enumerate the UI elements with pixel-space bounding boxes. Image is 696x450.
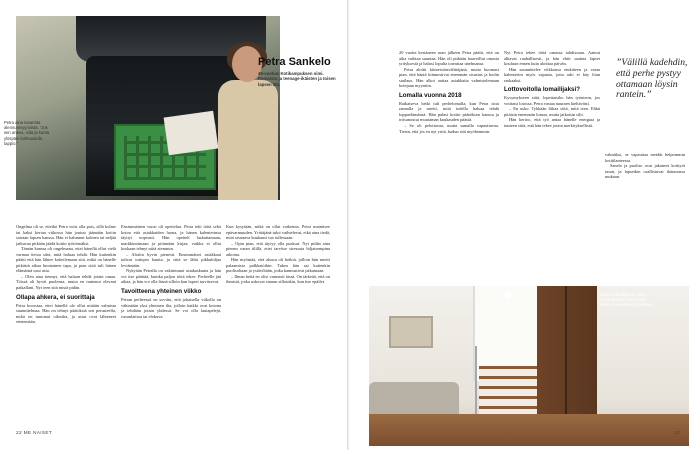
- body-paragraph: Petra korostaa, ettei hänellä ole ollut mitään valmista suunnitelmaa. Hän on tehnyt päätöksiä sen perusteella, mikä on tuntunut oikealta, ja asiat ovat lähteneet etenemään.: [16, 302, 116, 325]
- profile-name: Petra Sankelo: [258, 56, 331, 68]
- left-column-1: [16, 224, 116, 325]
- body-paragraph: Petra aloitti kiinteistönvälittäjänä, mutta huomasi pian, että häntä kiinnostivat enemmän sisustus ja kodin stailaus. Hän alkoi auttaa asiakkaita valmistelemaan kotejaan myyntiin.: [399, 66, 499, 89]
- wall-art: [389, 316, 433, 348]
- left-column-2: [121, 224, 221, 319]
- ceiling-lamp: [505, 292, 511, 298]
- paper-bag: [164, 111, 219, 156]
- portrait-photo: [16, 16, 280, 200]
- body-paragraph: 20 vuotta kestäneen uran jälkeen Petra päätti, että on aika vaihtaa suuntaa. Hän oli pitkään haaveillut omasta yrityksestä ja halusi lopulta toteuttaa unelmansa.: [399, 50, 499, 67]
- body-paragraph: Kysymykseen siitä, lopettaisiko hän työnteon, jos voittaisi lotossa, Petra vastaa nauraen kieltävästi.: [504, 95, 600, 106]
- body-paragraph: Kun kysytään, mikä on ollut vaikeinta, Petra mainitsee epävarmuuden. Yrittäjänä tulot vaihtelevat, eikä aina tiedä, mitä seuraava kuukausi tuo tullessaan.: [226, 224, 330, 241]
- right-column-1: [399, 50, 499, 134]
- profile-bio: 49-vuotias Kotikampuksen nimi. Pomoista ja teenage-ikäisten ja toisen lapsen äiti.: [258, 71, 336, 87]
- right-column-3: [605, 152, 685, 180]
- photo-caption: Petra aina tavaroita alennusmyynnistä. ”Jos sen ankea, niitä ja kanta ylöspäin kohtuudella tappio.”: [4, 120, 50, 146]
- subheading: Tavoitteena yhteinen viikko: [121, 288, 202, 296]
- body-paragraph: Ensimmäinen vuosi oli opettelua. Petra teki töitä sekä kotoa että asiakkaiden luona, ja hänen kalenterinsa täyttyi nopeasti. Hän opetteli laskuttamaan, markkinoimaan ja pitämään kirjaa, vaikka ei ollut koskaan tehnyt niitä aiemmin.: [121, 224, 221, 252]
- body-paragraph: Ratkaiseva hetki tuli perhelomalla, kun Petra istui rannalla ja mietti, mitä todella haluaa tehdä loppuelämänsä. Hän palasi kotiin päätöksen kanssa ja irtisanoutui muutaman kuukauden päästä.: [399, 100, 499, 123]
- body-paragraph: – Ilman heitä en olisi varmasti tässä. On tärkeää, että on ihmisiä, jotka uskovat sinuun silloinkin, kun itse epäilet.: [226, 273, 330, 285]
- body-paragraph: Hän kertoo, että työ antaa hänelle energiaa ja tunteen siitä, että hän tekee jotain merkityksellistä.: [504, 117, 600, 129]
- wood-floor: [369, 414, 689, 446]
- body-paragraph: Nyt Petra tekee töitä omassa tahdissaan. Aamut alkavat rauhallisesti, ja hän ehtii saattaa lapset kouluun ennen kuin aloittaa päivän.: [504, 50, 600, 67]
- wood-cabinet: [537, 286, 597, 414]
- page-folio-right: 23: [674, 431, 680, 436]
- left-column-3: [226, 224, 330, 285]
- subheading: Lomalla vuonna 2018: [399, 91, 462, 99]
- interior-photo: [369, 286, 689, 446]
- body-paragraph: valmiiksi, se vapauttaa meidät helpommin kotitilanteessa.: [605, 152, 685, 163]
- body-paragraph: Sanelo ja puoliso ovat jakaneet kotityöt tasan, ja lapsetkin osallistuvat ikätasonsa mukaan.: [605, 163, 685, 180]
- body-paragraph: Ongelma oli se, etteikö Petra voisi olla pois, sillä kolme tai kaksi kertaa viikossa hän joutuu jäämään kotiin sairaan lapsen kanssa. Hän ei halunnut kolmea tai neljää jatkuvaa pitkään jäädä kotiin työttömäksi.: [16, 224, 116, 246]
- right-column-2: [504, 50, 600, 129]
- body-paragraph: – Olen aina tiennyt, että haluan tehdä jotain omaa. Töissä oli hyvät puolensa, mutta en tuntenut olevani paikallani. Nyt teen sitä mistä pidän.: [16, 273, 116, 291]
- body-paragraph: Hän suunnittelee viikkonsa etukäteen ja varaa kalenteriin myös vapaata, jotta arki ei käy liian raskaaksi.: [504, 66, 600, 83]
- interior-photo-caption: Lämmin kodikkuus näkyy myös tilassa, jossa Petra tekee suunnitelmia ja ideoita.: [600, 292, 655, 308]
- page-folio-left: 22 ME NAISET: [16, 431, 53, 436]
- subheading: Ollapa ahkera, ei suorittaja: [16, 293, 95, 301]
- woman-body: [218, 80, 278, 200]
- body-paragraph: Petran perheessä on sovittu, että jokaisella viikolla on vähintään yksi yhteinen ilta, jolloin kaikki ovat kotona ja tehdään jotain yhdessä. Se voi olla lautapelejä, ruoanlaittoa tai elokuva.: [121, 297, 221, 319]
- body-paragraph: – Opin pian, että täytyy olla puskuri. Nyt pidän aina pienen varan tilillä, ettei tarvitse stressata hiljaisempina aikoina.: [226, 240, 330, 257]
- profile-box: [258, 56, 336, 87]
- pull-quote: ”Välillä kadehdin, että perhe pystyy ottamaan löysin rantein.”: [616, 57, 688, 101]
- body-paragraph: – Se oli pelottavaa, mutta samalla vapauttavaa. Tiesin, että jos en nyt yritä, kadun sitä myöhemmin.: [399, 123, 499, 134]
- body-paragraph: Hän myöntää, että alussa oli hetkiä, jolloin hän mietti palaamista palkkatöihin. Tukea hän sai kuitenkin puolisoltaan ja ystäviltään, jotka kannustivat jatkamaan.: [226, 257, 330, 274]
- body-paragraph: Tämän kanssa oli ongelmana, ettei hänellä ollut vielä varmaa tietoa siitä, mitä haluaa tehdä. Hän kuitenkin päätti että hän lähtee kokeilemaan sitä, mikä on hänelle pitkästä aikaa luontainen tapa, ja pian siitä tuli hänen elämänsä uusi asia.: [16, 246, 116, 274]
- body-paragraph: – En usko. Tykkään liikaa siitä, mitä teen. Ehkä pitäisin enemmän lomaa, mutta jatkaisin silti.: [504, 106, 600, 117]
- body-paragraph: Nykyään Petralla on vakiintunut asiakaskunta ja hän voi itse päättää, kuinka paljon töitä tekee. Perheelle jää aikaa, ja hän voi olla läsnä silloin kun lapset tarvitsevat.: [121, 268, 221, 285]
- subheading: Lottovoitolla lomailijaksi?: [504, 86, 580, 94]
- body-paragraph: – Aloitin hyvin pienesti. Ensimmäiset asiakkaat tulivat tuttujen kautta, ja siitä se lähti pikkuhiljaa leviämään.: [121, 251, 221, 268]
